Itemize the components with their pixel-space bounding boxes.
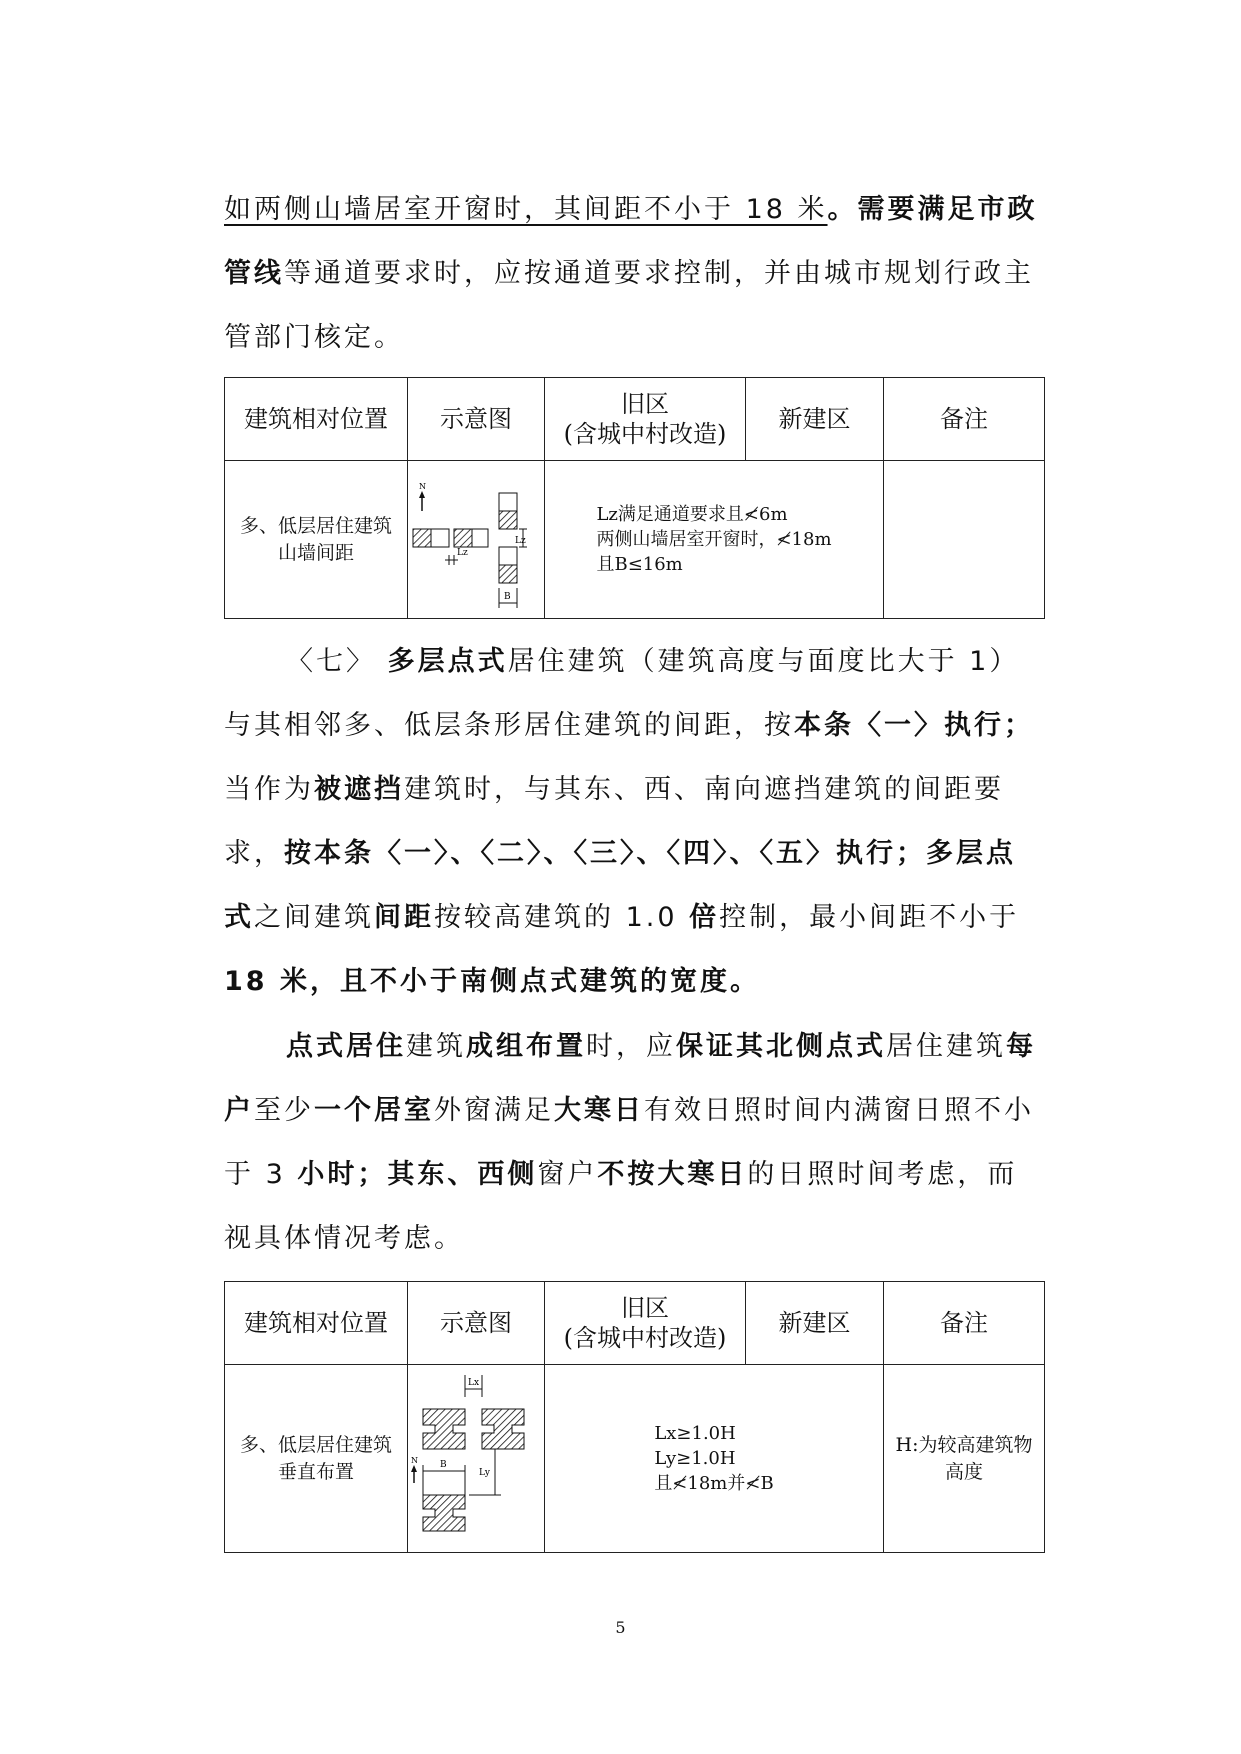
header-position: 建筑相对位置 [225,378,408,461]
b-label: B [439,1459,447,1470]
diagram-cell [408,1365,545,1553]
north-label: N [410,1455,418,1465]
spacing-table-perpendicular [224,1281,1045,1553]
standard-cell: Lz满足通道要求且≮6m 两侧山墙居室开窗时，≮18m 且B≤16m [545,461,884,619]
perpendicular-layout-diagram [409,1367,544,1547]
paragraph-gable-spacing [224,178,1044,370]
table-header-row [225,378,1045,461]
bold-clause: 。需要满足市政管线 [224,194,1038,289]
lz-bottom-label: Lz [456,547,468,558]
b-label: B [503,591,511,602]
position-cell: 多、低层居住建筑 山墙间距 [225,461,408,619]
header-position: 建筑相对位置 [225,1282,408,1365]
table-row [225,461,1045,619]
lz-right-label: Lz [514,535,526,546]
paragraph-group-layout: 点式居住建筑成组布置时，应保证其北侧点式居住建筑每户至少一个居室外窗满足大寒日有效日照时间内满窗日照不小于 3 小时；其东、西侧窗户不按大寒日的日照时间考虑，而视具体情况考虑。 [224,1031,1036,1254]
header-old-district: 旧区 (含城中村改造) [545,378,746,461]
standard-cell: Lx≥1.0H Ly≥1.0H 且≮18m并≮B [545,1365,884,1553]
header-old-district: 旧区 (含城中村改造) [545,1282,746,1365]
header-diagram: 示意图 [408,1282,545,1365]
underlined-clause: 如两侧山墙居室开窗时，其间距不小于 18 米 [224,194,828,225]
diagram-cell [408,461,545,619]
plain-clause: 等通道要求时，应按通道要求控制，并由城市规划行政主管部门核定。 [224,258,1034,353]
gable-spacing-diagram [409,463,544,613]
header-new-district: 新建区 [746,378,884,461]
lx-label: Lx [467,1377,479,1388]
header-new-district: 新建区 [746,1282,884,1365]
table-row [225,1365,1045,1553]
paragraph-point-buildings: 〈七〉 多层点式居住建筑（建筑高度与面度比大于 1）与其相邻多、低层条形居住建筑的间距，按本条〈一〉执行；当作为被遮挡建筑时，与其东、西、南向遮挡建筑的间距要求，按本条〈一〉、〈二〉、〈三〉、〈四〉、〈五〉执行；多层点式之间建筑间距按较高建筑的 1.0 倍控制，最小间距不小于18 米，且不小于南侧点式建筑的宽度。 [224,646,1034,997]
note-cell: H:为较高建筑物高度 [884,1365,1045,1553]
header-diagram: 示意图 [408,378,545,461]
page-number: 5 [615,1618,626,1637]
header-note: 备注 [884,1282,1045,1365]
spacing-table-gable [224,377,1045,619]
note-cell [884,461,1045,619]
north-label: N [418,481,426,491]
table-header-row [225,1282,1045,1365]
ly-label: Ly [478,1467,490,1478]
position-cell: 多、低层居住建筑 垂直布置 [225,1365,408,1553]
header-note: 备注 [884,378,1045,461]
